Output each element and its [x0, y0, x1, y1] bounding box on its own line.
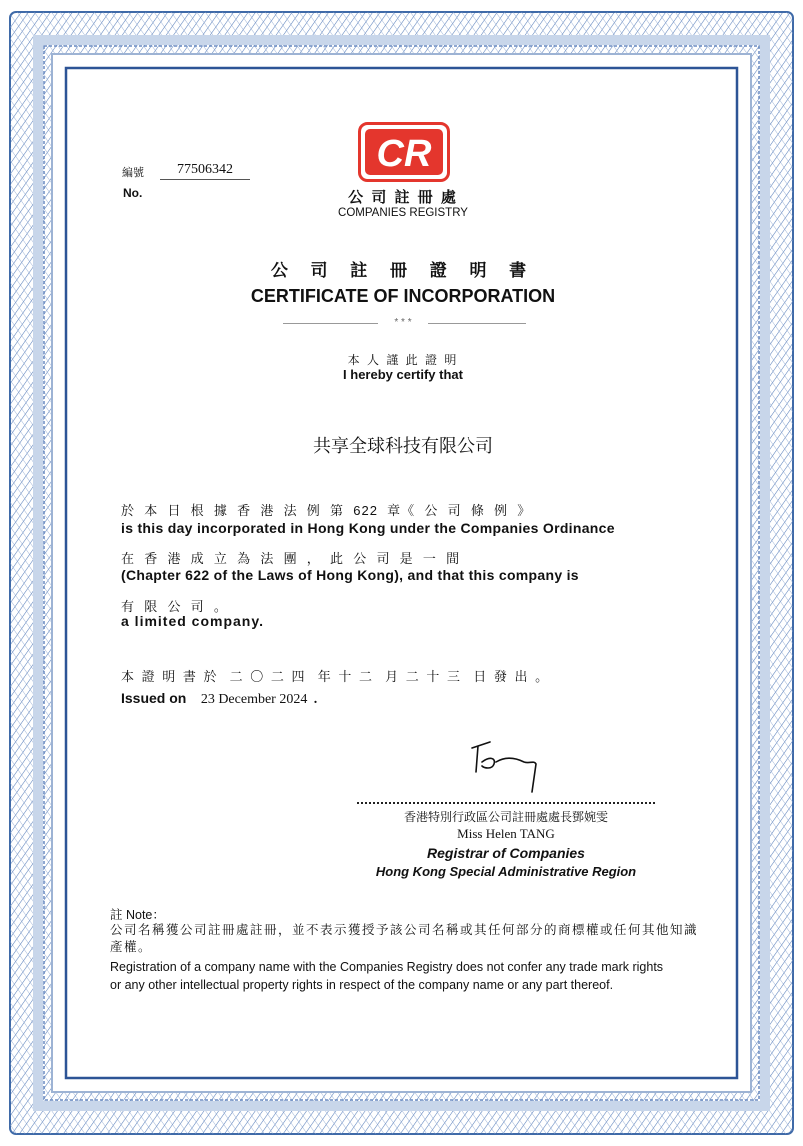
title-zh: 公 司 註 冊 證 明 書	[270, 261, 536, 280]
issued-zh: 本 證 明 書 於 二 〇 二 四 年 十 二 月 二 十 三 日 發 出 。	[121, 669, 551, 684]
divider-stars: * * *	[394, 317, 412, 328]
certify-en: I hereby certify that	[343, 367, 463, 382]
divider-left	[283, 323, 378, 324]
company-name: 共享全球科技有限公司	[313, 436, 493, 456]
body-line2-en: (Chapter 622 of the Laws of Hong Kong), and that this company is	[121, 567, 579, 583]
note-zh: 公司名稱獲公司註冊處註冊，並不表示獲授予該公司名稱或其任何部分的商標權或任何其他知識產權。	[110, 923, 699, 954]
registry-name-en: COMPANIES REGISTRY	[338, 207, 468, 219]
issued-date: 23 December 2024	[200, 692, 308, 707]
signature-line	[357, 802, 655, 804]
number-label-zh: 編號	[122, 167, 144, 179]
registrar-region: Hong Kong Special Administrative Region	[375, 864, 637, 879]
issued-label: Issued on	[121, 690, 187, 706]
cr-logo-letters: CR	[376, 133, 432, 175]
registrar-name-en: Miss Helen TANG	[457, 826, 555, 841]
note-label: 註 Note：	[110, 908, 165, 922]
cr-logo	[358, 122, 450, 182]
title-en: CERTIFICATE OF INCORPORATION	[250, 286, 556, 306]
issued-period: .	[313, 692, 318, 707]
certify-zh: 本 人 謹 此 證 明	[347, 353, 459, 367]
note-en-line2: or any other intellectual property rights in respect of the company name or any part thereof.	[110, 978, 614, 992]
handwritten-signature	[460, 738, 550, 794]
registrar-name-zh: 香港特別行政區公司註冊處處長鄧婉雯	[403, 810, 608, 824]
body-line2-zh: 在 香 港 成 立 為 法 團 ， 此 公 司 是 一 間	[121, 551, 461, 566]
note-en-line1: Registration of a company name with the Companies Registry does not confer any trade mark rights	[110, 960, 664, 974]
registry-name-zh: 公 司 註 冊 處	[348, 189, 458, 206]
number-label-en: No.	[123, 186, 143, 200]
body-line3-zh: 有 限 公 司 。	[121, 599, 228, 614]
registration-number: 77506342	[160, 162, 250, 180]
registrar-title: Registrar of Companies	[427, 845, 585, 861]
body-line1-en: is this day incorporated in Hong Kong under the Companies Ordinance	[121, 520, 615, 536]
issued-line	[121, 690, 317, 708]
divider-right	[428, 323, 526, 324]
body-line1-zh: 於 本 日 根 據 香 港 法 例 第 622 章《 公 司 條 例 》	[121, 503, 532, 518]
body-line3-en: a limited company.	[121, 613, 264, 629]
